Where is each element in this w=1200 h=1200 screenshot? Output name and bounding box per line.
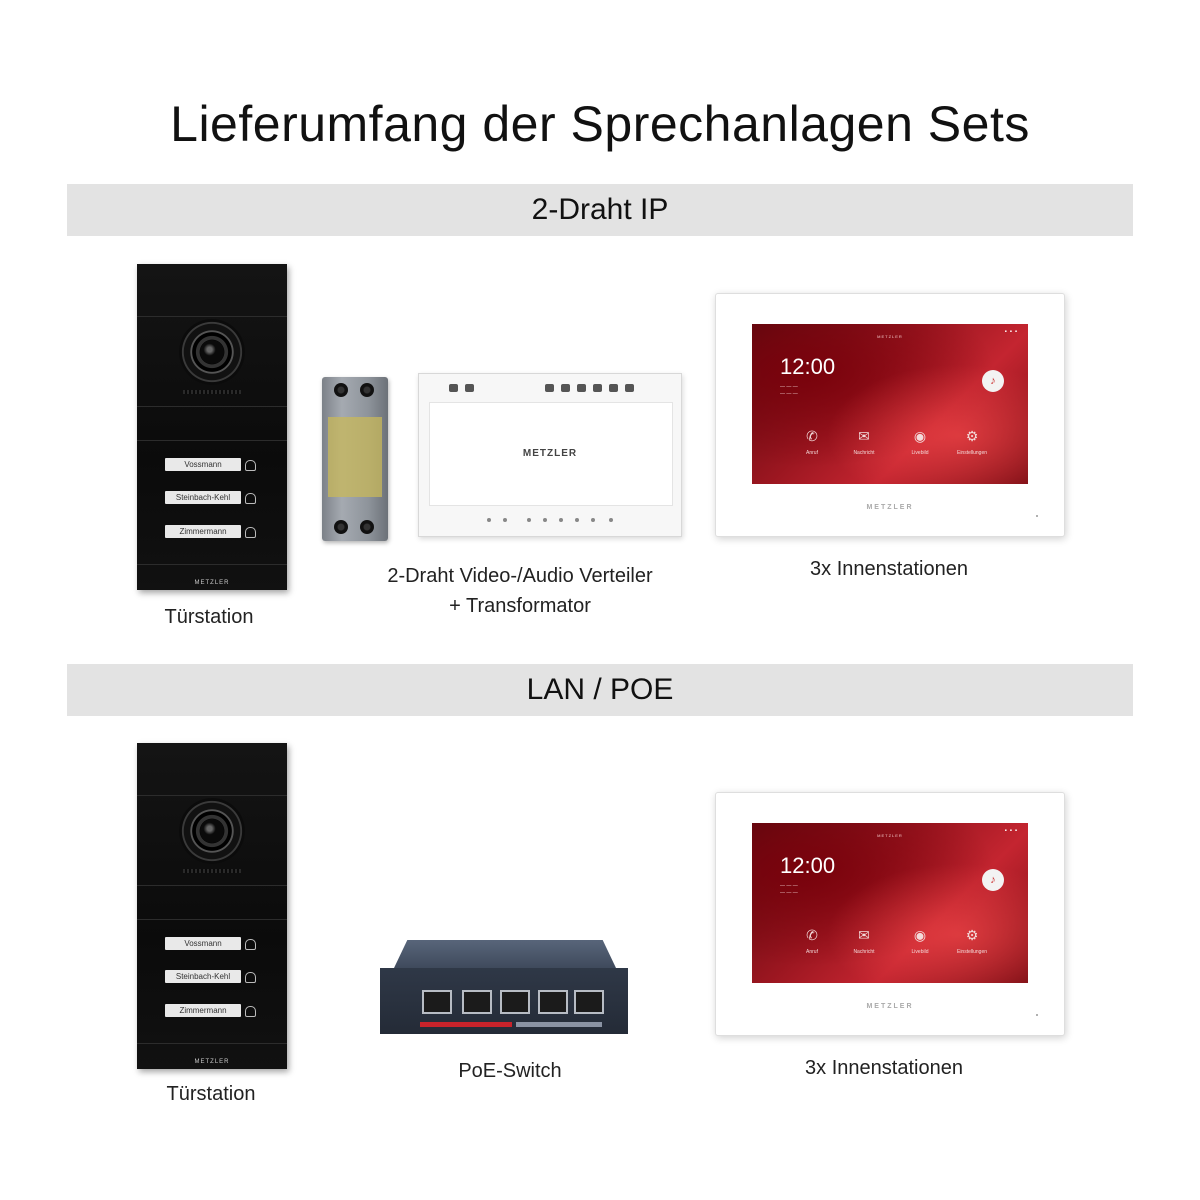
speaker-grille — [183, 869, 241, 873]
eye-icon: ◉ Livebild — [911, 927, 929, 955]
gear-icon: ⚙ Einstellungen — [956, 927, 988, 955]
indoor-monitor-image — [715, 792, 1065, 1036]
poe-switch-image — [380, 940, 628, 1034]
section-heading-2-draht — [67, 184, 1133, 236]
screen-subtitle: — — — — — — — [780, 883, 798, 896]
bell-icon — [245, 493, 256, 504]
status-icons: ▪▪▪ — [1004, 828, 1020, 834]
nameplate: Zimmermann — [165, 1004, 241, 1017]
nameplate: Steinbach-Kehl — [165, 970, 241, 983]
section-heading-lan-poe — [67, 664, 1133, 716]
eye-icon: ◉ Livebild — [911, 428, 929, 456]
brand-logo: METZLER — [194, 580, 230, 586]
nameplate: Zimmermann — [165, 525, 241, 538]
ethernet-port — [574, 990, 604, 1014]
screen-time: 12:00 — [780, 354, 836, 379]
indoor-monitor-image — [715, 293, 1065, 537]
transformer-image — [322, 377, 388, 541]
door-station-image — [137, 264, 287, 590]
nameplate: Steinbach-Kehl — [165, 491, 241, 504]
door-station-image — [137, 743, 287, 1069]
phone-icon: ✆ Anruf — [806, 927, 818, 955]
screen-subtitle: — — — — — — — [780, 384, 798, 397]
brand-logo: METZLER — [194, 1059, 230, 1065]
bell-icon — [245, 527, 256, 538]
phone-icon: ✆ Anruf — [806, 428, 818, 456]
bell-icon — [245, 460, 256, 471]
caption-poe-switch: PoE-Switch — [458, 1060, 562, 1082]
caption-indoor-stations: 3x Innenstationen — [805, 1057, 963, 1079]
brand-logo: METZLER — [866, 504, 914, 511]
monitor-screen — [752, 823, 1028, 983]
ethernet-port — [462, 990, 492, 1014]
screen-brand: METZLER — [877, 833, 903, 838]
section-heading-label: 2-Draht IP — [531, 193, 669, 226]
screen-time: 12:00 — [780, 853, 836, 878]
nameplate: Vossmann — [165, 458, 241, 471]
bell-icon — [245, 939, 256, 950]
bell-icon — [245, 1006, 256, 1017]
page-title: Lieferumfang der Sprechanlagen Sets — [170, 96, 1030, 152]
distributor-image — [418, 373, 682, 537]
speaker-grille — [183, 390, 241, 394]
brand-logo: METZLER — [522, 448, 578, 459]
section-heading-label: LAN / POE — [526, 673, 674, 706]
ethernet-port — [538, 990, 568, 1014]
brand-logo: METZLER — [866, 1003, 914, 1010]
poe-indicator-bar — [420, 1022, 512, 1027]
nameplate: Vossmann — [165, 937, 241, 950]
mail-icon: ✉ Nachricht — [853, 428, 875, 456]
volume-icon: ♪ — [982, 869, 1004, 891]
caption-line: 2-Draht Video-/Audio Verteiler — [387, 565, 653, 587]
caption-line: + Transformator — [449, 595, 591, 617]
monitor-screen — [752, 324, 1028, 484]
ethernet-port — [500, 990, 530, 1014]
caption-indoor-stations: 3x Innenstationen — [810, 558, 968, 580]
caption-door-station: Türstation — [166, 1083, 256, 1105]
mail-icon: ✉ Nachricht — [853, 927, 875, 955]
gear-icon: ⚙ Einstellungen — [956, 428, 988, 456]
bell-icon — [245, 972, 256, 983]
caption-door-station: Türstation — [164, 606, 254, 628]
status-icons: ▪▪▪ — [1004, 329, 1020, 335]
ethernet-port — [422, 990, 452, 1014]
screen-brand: METZLER — [877, 334, 903, 339]
caption-distributor — [340, 561, 700, 621]
volume-icon: ♪ — [982, 370, 1004, 392]
